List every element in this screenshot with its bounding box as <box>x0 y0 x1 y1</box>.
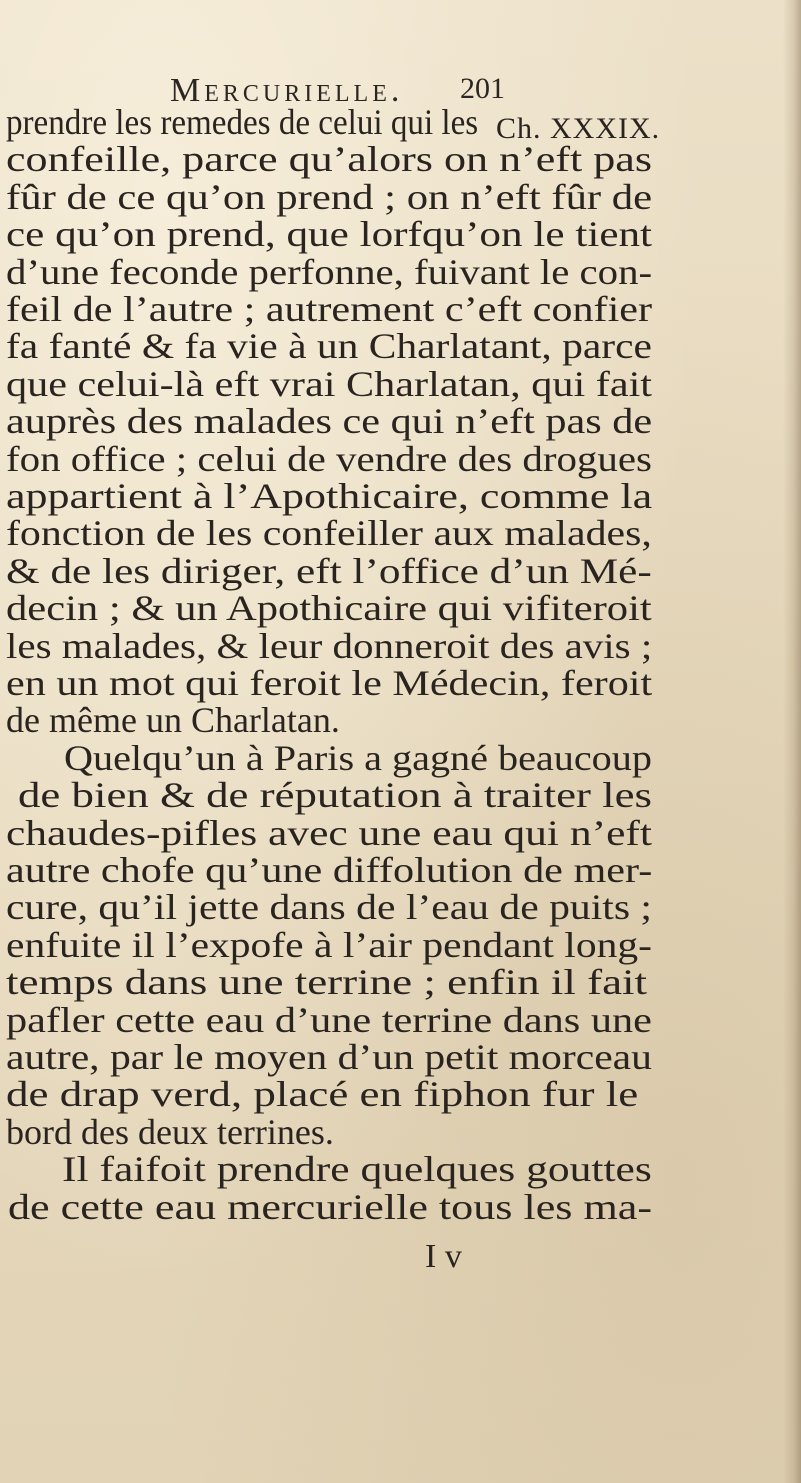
text-line: fon office ; celui de vendre des drogues <box>6 438 652 479</box>
text-line: de bien & de réputation à traiter les <box>18 775 652 816</box>
page-edge-shadow <box>783 0 801 1483</box>
signature-mark: I v <box>425 1238 462 1275</box>
text-line: auprès des malades ce qui n’eft pas de <box>6 401 653 442</box>
text-line: autre chofe qu’une diffolution de mer- <box>6 850 653 890</box>
text-line: prendre les remedes de celui qui les <box>6 102 479 142</box>
text-line: autre, par le moyen d’un petit morceau <box>6 1037 652 1077</box>
text-line: feil de l’autre ; autrement c’eft confier <box>6 289 653 329</box>
text-line: fonction de les confeiller aux malades, <box>6 513 652 554</box>
text-line: de drap verd, placé en fiphon fur le <box>6 1074 639 1115</box>
text-line: de cette eau mercurielle tous les ma- <box>8 1186 653 1227</box>
text-line: Il faifoit prendre quelques gouttes <box>62 1149 652 1190</box>
marginal-chapter-note: Ch. XXXIX. <box>496 112 661 145</box>
text-line: que celui-là eft vrai Charlatan, qui fait <box>6 363 653 404</box>
text-line: bord des deux terrines. <box>6 1111 334 1152</box>
text-line: fûr de ce qu’on prend ; on n’eft fûr de <box>6 176 653 217</box>
text-line: de même un Charlatan. <box>6 700 340 741</box>
text-line: fa fanté & fa vie à un Charlatant, parce <box>6 326 652 367</box>
text-line: enfuite il l’expofe à l’air pendant long- <box>6 924 652 965</box>
page-number: 201 <box>460 72 505 105</box>
text-line: d’une feconde perfonne, fuivant le con- <box>6 251 653 292</box>
text-line: cure, qu’il jette dans de l’eau de puits ; <box>6 887 652 928</box>
text-line: temps dans une terrine ; enfin il fait <box>6 962 648 1003</box>
text-line: Quelqu’un à Paris a gagné beaucoup <box>64 737 652 778</box>
text-line: en un mot qui feroit le Médecin, feroit <box>6 663 653 703</box>
text-line: confeille, parce qu’alors on n’eft pas <box>6 139 652 180</box>
running-head: Mercurielle. <box>170 72 404 109</box>
text-line: pafler cette eau d’une terrine dans une <box>6 999 652 1040</box>
text-line: ce qu’on prend, que lorfqu’on le tient <box>6 214 653 255</box>
text-line: appartient à l’Apothicaire, comme la <box>6 476 653 516</box>
text-line: & de les diriger, eft l’office d’un Mé- <box>6 550 652 591</box>
text-line: decin ; & un Apothicaire qui vifiteroit <box>6 588 652 629</box>
text-line: les malades, & leur donneroit des avis ; <box>6 625 653 666</box>
text-line: chaudes-pifles avec une eau qui n’eft <box>6 812 652 853</box>
